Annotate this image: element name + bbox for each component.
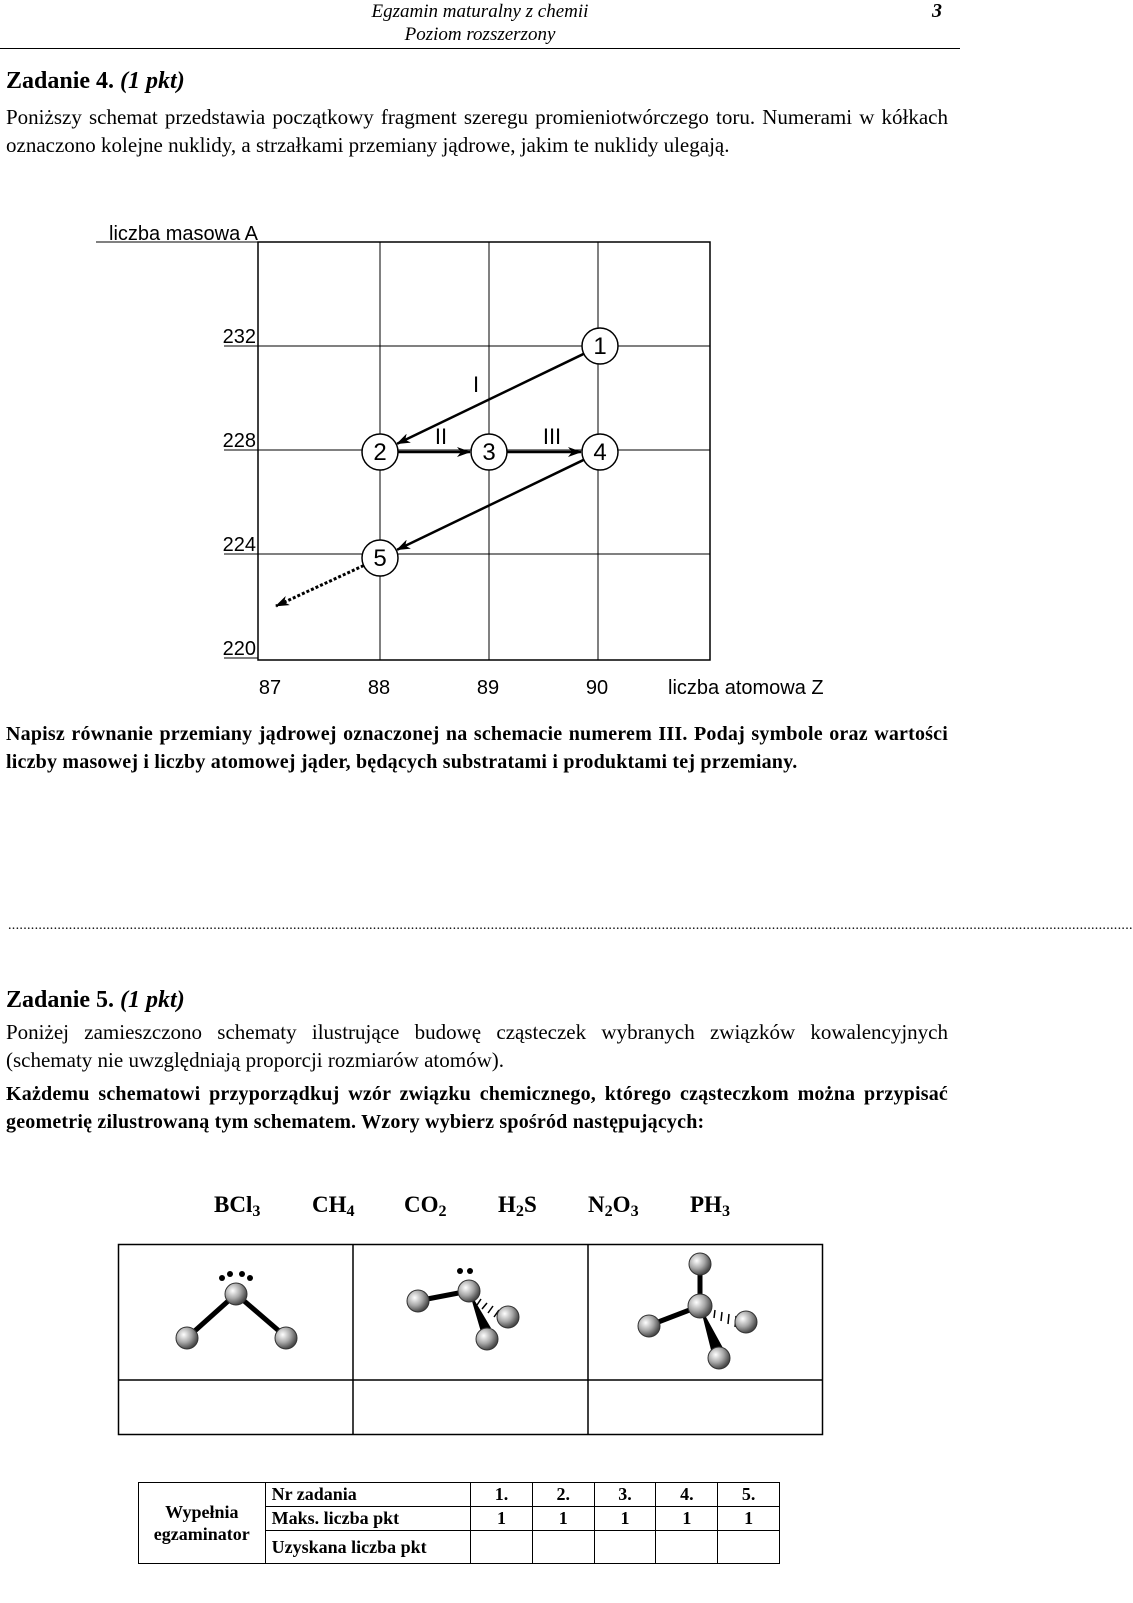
formula-co2: $CO_2$	[404, 1192, 447, 1221]
y-tick-label: 232	[222, 326, 256, 348]
nuclide-label-2: 2	[373, 439, 387, 466]
score-row-label: Nr zadania	[265, 1483, 471, 1507]
lone-pair-dot	[219, 1275, 225, 1281]
score-row-label: Maks. liczba pkt	[265, 1507, 471, 1531]
formula-ph3: $PH_3$	[690, 1192, 730, 1221]
score-input-cell[interactable]	[471, 1531, 533, 1564]
molecule-schemes-table	[118, 1244, 824, 1436]
task5-instruction: Każdemu schematowi przyporządkuj wzór związku chemicznego, którego cząsteczkom można przypisać geometrię zilustrowaną tym schematem. Wzory wybierz spośród następujących:	[6, 1083, 948, 1133]
score-input-cell[interactable]	[532, 1531, 594, 1564]
task5-points: (1 pkt)	[120, 987, 185, 1013]
transition-arrow-outgoing	[276, 566, 364, 606]
score-table-filled-by: Wypełnia egzaminator	[139, 1483, 266, 1564]
task4-points: (1 pkt)	[120, 68, 185, 94]
score-cell: 4.	[656, 1483, 718, 1507]
y-tick-label: 228	[222, 430, 256, 452]
nuclide-label-1: 1	[593, 333, 607, 360]
lone-pair-dot	[227, 1271, 233, 1277]
task4-instruction: Napisz równanie przemiany jądrowej oznaczonej na schemacie numerem III. Podaj symbole oraz wartości liczby masowej i liczby atomowej jąder, będących substratami i produktami tej przemiany.	[6, 723, 948, 773]
y-axis-label: liczba masowa A	[109, 223, 258, 245]
score-cell: 1	[718, 1507, 780, 1531]
transition-label-III: III	[542, 424, 562, 449]
transition-label-I: I	[472, 372, 480, 397]
nuclide-label-4: 4	[593, 439, 607, 466]
header-level: Poziom rozszerzony	[404, 24, 556, 45]
task4-title	[6, 68, 185, 95]
x-tick-label: 88	[367, 677, 391, 699]
score-cell: 1	[471, 1507, 533, 1531]
tetrahedral-scheme	[638, 1253, 757, 1369]
nuclide-label-5: 5	[373, 545, 387, 572]
task4-intro: Poniższy schemat przedstawia początkowy fragment szeregu promieniotwórczego toru. Numerami w kółkach oznaczono kolejne nuklidy, a strzałkami przemiany jądrowe, jakim te nuklidy ulegają.	[6, 105, 948, 157]
formula-bcl3: BCl$_3$	[214, 1192, 261, 1221]
x-tick-label: 87	[258, 677, 282, 699]
score-input-cell[interactable]	[594, 1531, 656, 1564]
score-table	[138, 1482, 780, 1564]
formula-ch4: $CH_4$	[312, 1192, 355, 1221]
lone-pair-dot	[247, 1275, 253, 1281]
task4-answer-line[interactable]: ........................................................................................................................................................................................................................................................................................................	[8, 918, 1133, 933]
score-cell: 1	[532, 1507, 594, 1531]
y-tick-label: 224	[222, 534, 256, 556]
score-input-cell[interactable]	[718, 1531, 780, 1564]
task4-title-text: Zadanie 4.	[6, 68, 115, 94]
transition-arrow-4-5	[397, 460, 584, 550]
x-tick-label: 90	[585, 677, 609, 699]
task5-title	[6, 987, 185, 1014]
score-cell: 1	[656, 1507, 718, 1531]
lone-pair-dot	[239, 1271, 245, 1277]
page-number: 3	[932, 0, 942, 22]
y-tick-label: 220	[222, 638, 256, 660]
lone-pair-dot	[467, 1268, 473, 1274]
score-cell: 1.	[471, 1483, 533, 1507]
diagram-arrows	[276, 354, 584, 606]
decay-series-diagram	[0, 210, 960, 720]
bent-molecule-scheme	[176, 1271, 297, 1349]
formula-h2s: $H_2S$	[498, 1192, 537, 1221]
score-cell: 2.	[532, 1483, 594, 1507]
formula-n2o3: $N_2O_3$	[588, 1192, 639, 1221]
nuclide-label-3: 3	[482, 439, 496, 466]
task5-intro: Poniżej zamieszczono schematy ilustrujące budowę cząsteczek wybranych związków kowalencyjnych (schematy nie uwzględniają proporcji rozmiarów atomów).	[6, 1020, 948, 1072]
x-axis-label: liczba atomowa Z	[668, 677, 824, 699]
page-header	[0, 0, 960, 46]
task5-title-text: Zadanie 5.	[6, 987, 115, 1013]
header-divider	[0, 48, 960, 49]
diagram-axis-labels	[96, 223, 824, 699]
trigonal-pyramidal-scheme	[407, 1268, 519, 1350]
score-row-label: Uzyskana liczba pkt	[265, 1531, 471, 1564]
lone-pair-dot	[457, 1268, 463, 1274]
score-cell: 5.	[718, 1483, 780, 1507]
score-cell: 3.	[594, 1483, 656, 1507]
transition-label-II: II	[434, 424, 448, 449]
x-tick-label: 89	[476, 677, 500, 699]
score-input-cell[interactable]	[656, 1531, 718, 1564]
score-cell: 1	[594, 1507, 656, 1531]
header-exam-title: Egzamin maturalny z chemii	[371, 1, 589, 22]
